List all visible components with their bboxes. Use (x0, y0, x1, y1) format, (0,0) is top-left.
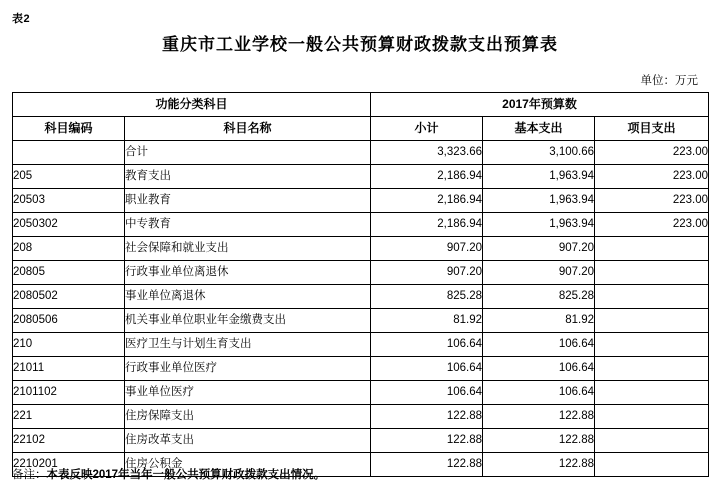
table-row (13, 141, 709, 165)
cell-name: 职业教育 (125, 189, 371, 213)
cell-name: 中专教育 (125, 213, 371, 237)
cell-project (595, 309, 709, 333)
cell-project (595, 405, 709, 429)
cell-code: 210 (13, 333, 125, 357)
footnote-text: 本表反映2017年当年一般公共预算财政拨款支出情况。 (46, 469, 326, 481)
table-row (13, 357, 709, 381)
cell-project (595, 261, 709, 285)
cell-code: 2080506 (13, 309, 125, 333)
cell-project: 223.00 (595, 165, 709, 189)
cell-basic: 3,100.66 (483, 141, 595, 165)
footnote (12, 466, 325, 482)
cell-basic: 122.88 (483, 429, 595, 453)
cell-code (13, 141, 125, 165)
cell-basic: 106.64 (483, 381, 595, 405)
cell-basic: 825.28 (483, 285, 595, 309)
cell-name: 行政事业单位离退休 (125, 261, 371, 285)
cell-project (595, 333, 709, 357)
cell-basic: 1,963.94 (483, 213, 595, 237)
table-row (13, 429, 709, 453)
cell-name: 住房保障支出 (125, 405, 371, 429)
cell-basic: 81.92 (483, 309, 595, 333)
cell-project: 223.00 (595, 189, 709, 213)
table-row (13, 333, 709, 357)
cell-subtotal: 122.88 (371, 405, 483, 429)
cell-subtotal: 122.88 (371, 429, 483, 453)
cell-basic: 122.88 (483, 405, 595, 429)
table-body (13, 141, 709, 477)
header-col-project: 项目支出 (595, 117, 709, 141)
cell-basic: 1,963.94 (483, 189, 595, 213)
cell-basic: 907.20 (483, 237, 595, 261)
cell-subtotal: 81.92 (371, 309, 483, 333)
cell-code: 20805 (13, 261, 125, 285)
table-header (13, 93, 709, 141)
cell-subtotal: 106.64 (371, 381, 483, 405)
cell-project (595, 357, 709, 381)
cell-name: 行政事业单位医疗 (125, 357, 371, 381)
cell-subtotal: 106.64 (371, 333, 483, 357)
cell-project: 223.00 (595, 213, 709, 237)
cell-subtotal: 106.64 (371, 357, 483, 381)
footnote-prefix: 备注： (12, 469, 47, 481)
cell-name: 教育支出 (125, 165, 371, 189)
table-row (13, 165, 709, 189)
budget-table (12, 92, 709, 477)
header-group-budget-year: 2017年预算数 (371, 93, 709, 117)
header-col-subtotal: 小计 (371, 117, 483, 141)
cell-project (595, 381, 709, 405)
cell-name: 事业单位医疗 (125, 381, 371, 405)
cell-basic: 106.64 (483, 357, 595, 381)
cell-subtotal: 122.88 (371, 453, 483, 477)
table-row (13, 261, 709, 285)
cell-name: 事业单位离退休 (125, 285, 371, 309)
cell-project (595, 285, 709, 309)
table-row (13, 381, 709, 405)
table-row (13, 285, 709, 309)
cell-project (595, 453, 709, 477)
table-row (13, 405, 709, 429)
cell-basic: 122.88 (483, 453, 595, 477)
cell-name: 医疗卫生与计划生育支出 (125, 333, 371, 357)
cell-project (595, 237, 709, 261)
cell-code: 2080502 (13, 285, 125, 309)
cell-basic: 907.20 (483, 261, 595, 285)
cell-code: 2050302 (13, 213, 125, 237)
header-group-functional: 功能分类科目 (13, 93, 371, 117)
cell-subtotal: 2,186.94 (371, 165, 483, 189)
cell-code: 208 (13, 237, 125, 261)
cell-name: 社会保障和就业支出 (125, 237, 371, 261)
table-row (13, 213, 709, 237)
cell-name: 住房公积金 (125, 453, 371, 477)
header-group-row (13, 93, 709, 117)
cell-name: 住房改革支出 (125, 429, 371, 453)
cell-basic: 106.64 (483, 333, 595, 357)
cell-subtotal: 2,186.94 (371, 213, 483, 237)
unit-note: 单位：万元 (640, 75, 698, 87)
cell-subtotal: 907.20 (371, 237, 483, 261)
cell-project (595, 429, 709, 453)
cell-subtotal: 907.20 (371, 261, 483, 285)
cell-code: 205 (13, 165, 125, 189)
cell-code: 20503 (13, 189, 125, 213)
cell-code: 2210201 (13, 453, 125, 477)
cell-subtotal: 825.28 (371, 285, 483, 309)
table-row (13, 309, 709, 333)
header-col-code: 科目编码 (13, 117, 125, 141)
header-col-basic: 基本支出 (483, 117, 595, 141)
cell-code: 2101102 (13, 381, 125, 405)
cell-subtotal: 2,186.94 (371, 189, 483, 213)
cell-project: 223.00 (595, 141, 709, 165)
cell-code: 22102 (13, 429, 125, 453)
cell-basic: 1,963.94 (483, 165, 595, 189)
table-row (13, 237, 709, 261)
cell-code: 221 (13, 405, 125, 429)
cell-code: 21011 (13, 357, 125, 381)
cell-name: 机关事业单位职业年金缴费支出 (125, 309, 371, 333)
table-row (13, 189, 709, 213)
cell-subtotal: 3,323.66 (371, 141, 483, 165)
cell-name: 合计 (125, 141, 371, 165)
table-label: 表2 (12, 13, 31, 25)
page-title: 重庆市工业学校一般公共预算财政拨款支出预算表 (162, 35, 558, 54)
header-column-row (13, 117, 709, 141)
header-col-name: 科目名称 (125, 117, 371, 141)
